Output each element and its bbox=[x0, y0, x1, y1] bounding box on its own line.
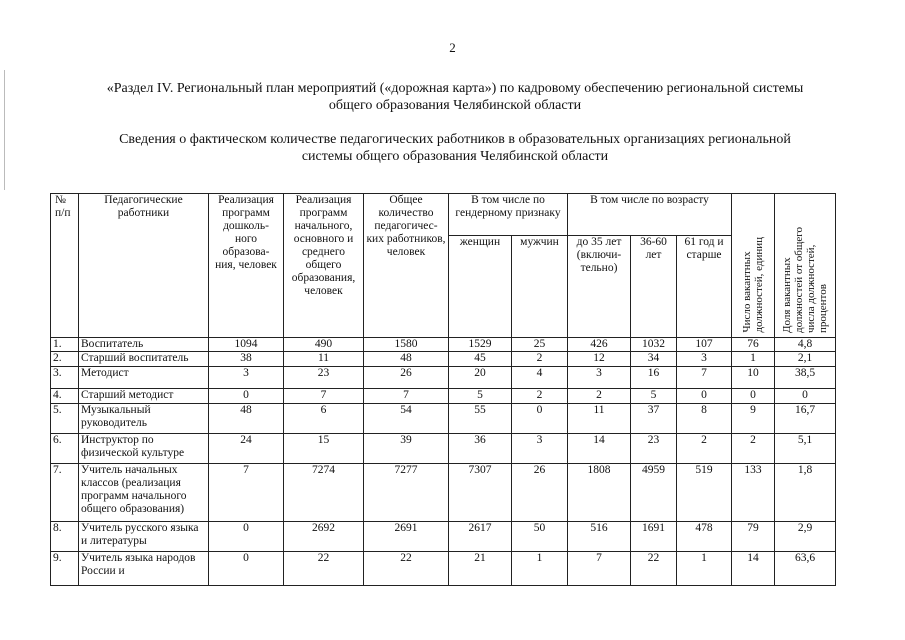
table-row bbox=[51, 522, 836, 552]
cell-age36-60: 16 bbox=[631, 367, 677, 389]
cell-women: 55 bbox=[449, 404, 512, 434]
cell-share: 4,8 bbox=[775, 338, 836, 352]
row-number: 9. bbox=[51, 552, 79, 586]
cell-women: 7307 bbox=[449, 464, 512, 522]
cell-vacant: 2 bbox=[732, 434, 775, 464]
cell-under35: 1808 bbox=[568, 464, 631, 522]
row-position-name: Старший методист bbox=[79, 389, 209, 404]
cell-school: 6 bbox=[284, 404, 364, 434]
cell-preschool: 3 bbox=[209, 367, 284, 389]
cell-vacant: 76 bbox=[732, 338, 775, 352]
cell-total: 48 bbox=[364, 352, 449, 367]
header-age-61plus: 61 год и старше bbox=[677, 236, 732, 338]
cell-under35: 426 bbox=[568, 338, 631, 352]
header-preschool: Реализация программ дошколь- ного образова- ния, человек bbox=[209, 194, 284, 338]
cell-men: 2 bbox=[512, 389, 568, 404]
row-number: 7. bbox=[51, 464, 79, 522]
cell-vacant: 0 bbox=[732, 389, 775, 404]
cell-total: 26 bbox=[364, 367, 449, 389]
cell-under35: 3 bbox=[568, 367, 631, 389]
cell-school: 11 bbox=[284, 352, 364, 367]
table-body bbox=[51, 338, 836, 586]
cell-vacant: 79 bbox=[732, 522, 775, 552]
cell-age36-60: 34 bbox=[631, 352, 677, 367]
cell-preschool: 7 bbox=[209, 464, 284, 522]
cell-vacant: 133 bbox=[732, 464, 775, 522]
cell-women: 2617 bbox=[449, 522, 512, 552]
cell-total: 39 bbox=[364, 434, 449, 464]
header-vacant bbox=[732, 194, 775, 338]
cell-age61: 8 bbox=[677, 404, 732, 434]
row-position-name: Старший воспитатель bbox=[79, 352, 209, 367]
cell-school: 23 bbox=[284, 367, 364, 389]
cell-preschool: 48 bbox=[209, 404, 284, 434]
header-women: женщин bbox=[449, 236, 512, 338]
cell-share: 63,6 bbox=[775, 552, 836, 586]
cell-age61: 519 bbox=[677, 464, 732, 522]
cell-men: 4 bbox=[512, 367, 568, 389]
table-subtitle-line-2: системы общего образования Челябинской области bbox=[301, 149, 609, 164]
row-position-name: Учитель русского языка и литературы bbox=[79, 522, 209, 552]
cell-school: 7 bbox=[284, 389, 364, 404]
row-number: 4. bbox=[51, 389, 79, 404]
header-age-group: В том числе по возрасту bbox=[568, 194, 732, 236]
header-age-36-60: 36-60 лет bbox=[631, 236, 677, 338]
row-number: 1. bbox=[51, 338, 79, 352]
header-share bbox=[775, 194, 836, 338]
header-total: Общее количество педагогичес- ких работников, человек bbox=[364, 194, 449, 338]
cell-age36-60: 23 bbox=[631, 434, 677, 464]
row-position-name: Музыкальный руководитель bbox=[79, 404, 209, 434]
row-position-name: Методист bbox=[79, 367, 209, 389]
cell-total: 54 bbox=[364, 404, 449, 434]
cell-men: 1 bbox=[512, 552, 568, 586]
cell-age61: 3 bbox=[677, 352, 732, 367]
row-number: 6. bbox=[51, 434, 79, 464]
table-subtitle bbox=[40, 131, 870, 165]
header-no: № п/п bbox=[51, 194, 79, 338]
header-vacant-line-1: Число вакантных bbox=[741, 251, 753, 333]
cell-share: 0 bbox=[775, 389, 836, 404]
scan-edge-mark bbox=[4, 70, 5, 190]
row-number: 5. bbox=[51, 404, 79, 434]
row-number: 2. bbox=[51, 352, 79, 367]
header-vacant-line-2: должностей, единиц bbox=[753, 237, 765, 333]
cell-preschool: 1094 bbox=[209, 338, 284, 352]
cell-women: 36 bbox=[449, 434, 512, 464]
cell-school: 22 bbox=[284, 552, 364, 586]
cell-under35: 11 bbox=[568, 404, 631, 434]
cell-under35: 14 bbox=[568, 434, 631, 464]
cell-school: 15 bbox=[284, 434, 364, 464]
cell-women: 20 bbox=[449, 367, 512, 389]
cell-under35: 2 bbox=[568, 389, 631, 404]
cell-women: 5 bbox=[449, 389, 512, 404]
header-men: мужчин bbox=[512, 236, 568, 338]
table-row bbox=[51, 464, 836, 522]
header-gender-group: В том числе по гендерному признаку bbox=[449, 194, 568, 236]
cell-share: 16,7 bbox=[775, 404, 836, 434]
cell-share: 1,8 bbox=[775, 464, 836, 522]
table-row bbox=[51, 367, 836, 389]
header-age-under35: до 35 лет (включи- тельно) bbox=[568, 236, 631, 338]
cell-women: 21 bbox=[449, 552, 512, 586]
cell-age61: 0 bbox=[677, 389, 732, 404]
table-row bbox=[51, 338, 836, 352]
cell-under35: 516 bbox=[568, 522, 631, 552]
cell-preschool: 0 bbox=[209, 389, 284, 404]
table-subtitle-line-1: Сведения о фактическом количестве педагогических работников в образовательных организациях региональной bbox=[119, 132, 791, 147]
cell-men: 0 bbox=[512, 404, 568, 434]
cell-age61: 107 bbox=[677, 338, 732, 352]
cell-preschool: 0 bbox=[209, 522, 284, 552]
row-position-name: Учитель начальных классов (реализация программ начального общего образования) bbox=[79, 464, 209, 522]
header-share-line-2: должностей от общего bbox=[793, 226, 805, 333]
cell-men: 2 bbox=[512, 352, 568, 367]
cell-total: 22 bbox=[364, 552, 449, 586]
table-row bbox=[51, 552, 836, 586]
cell-age61: 478 bbox=[677, 522, 732, 552]
table-row bbox=[51, 434, 836, 464]
section-title bbox=[40, 80, 870, 114]
cell-share: 2,1 bbox=[775, 352, 836, 367]
row-position-name: Инструктор по физической культуре bbox=[79, 434, 209, 464]
cell-age36-60: 1032 bbox=[631, 338, 677, 352]
cell-share: 2,9 bbox=[775, 522, 836, 552]
row-position-name: Воспитатель bbox=[79, 338, 209, 352]
cell-vacant: 10 bbox=[732, 367, 775, 389]
cell-age36-60: 5 bbox=[631, 389, 677, 404]
cell-men: 50 bbox=[512, 522, 568, 552]
row-position-name: Учитель языка народов России и bbox=[79, 552, 209, 586]
cell-age61: 2 bbox=[677, 434, 732, 464]
cell-under35: 12 bbox=[568, 352, 631, 367]
cell-school: 490 bbox=[284, 338, 364, 352]
cell-share: 38,5 bbox=[775, 367, 836, 389]
header-share-line-4: процентов bbox=[817, 284, 829, 333]
table-row bbox=[51, 404, 836, 434]
cell-women: 1529 bbox=[449, 338, 512, 352]
cell-school: 7274 bbox=[284, 464, 364, 522]
cell-share: 5,1 bbox=[775, 434, 836, 464]
table-row bbox=[51, 352, 836, 367]
cell-vacant: 9 bbox=[732, 404, 775, 434]
cell-age61: 7 bbox=[677, 367, 732, 389]
cell-total: 1580 bbox=[364, 338, 449, 352]
cell-age36-60: 37 bbox=[631, 404, 677, 434]
cell-school: 2692 bbox=[284, 522, 364, 552]
header-share-line-1: Доля вакантных bbox=[781, 257, 793, 333]
section-title-line-2: общего образования Челябинской области bbox=[328, 98, 582, 113]
cell-preschool: 0 bbox=[209, 552, 284, 586]
cell-preschool: 38 bbox=[209, 352, 284, 367]
cell-age36-60: 22 bbox=[631, 552, 677, 586]
cell-total: 7277 bbox=[364, 464, 449, 522]
cell-under35: 7 bbox=[568, 552, 631, 586]
section-title-line-1: «Раздел IV. Региональный план мероприятий («дорожная карта») по кадровому обеспечению региональной системы bbox=[106, 81, 804, 96]
cell-men: 26 bbox=[512, 464, 568, 522]
cell-vacant: 14 bbox=[732, 552, 775, 586]
header-workers: Педагогические работники bbox=[79, 194, 209, 338]
cell-preschool: 24 bbox=[209, 434, 284, 464]
cell-vacant: 1 bbox=[732, 352, 775, 367]
table-row bbox=[51, 389, 836, 404]
row-number: 3. bbox=[51, 367, 79, 389]
cell-women: 45 bbox=[449, 352, 512, 367]
page-number: 2 bbox=[449, 40, 456, 55]
cell-men: 25 bbox=[512, 338, 568, 352]
cell-age36-60: 4959 bbox=[631, 464, 677, 522]
row-number: 8. bbox=[51, 522, 79, 552]
cell-men: 3 bbox=[512, 434, 568, 464]
staff-table bbox=[50, 193, 836, 586]
cell-age36-60: 1691 bbox=[631, 522, 677, 552]
cell-total: 2691 bbox=[364, 522, 449, 552]
header-share-line-3: числа должностей, bbox=[805, 244, 817, 333]
header-school: Реализация программ начального, основного и среднего общего образования, человек bbox=[284, 194, 364, 338]
cell-age61: 1 bbox=[677, 552, 732, 586]
cell-total: 7 bbox=[364, 389, 449, 404]
